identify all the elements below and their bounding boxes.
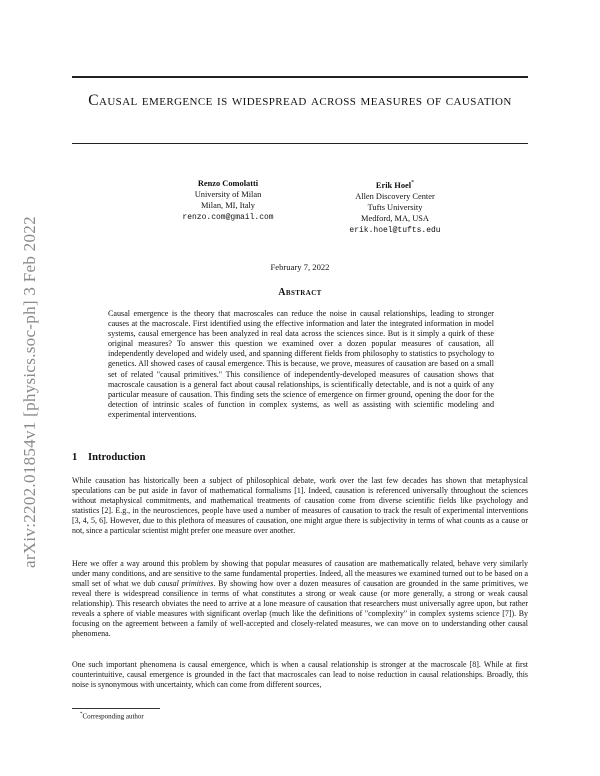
author-block-2 [330, 178, 460, 236]
title-rule-top [72, 76, 528, 78]
arxiv-stamp: arXiv:2202.01854v1 [physics.soc-ph] 3 Feb 2022 [20, 216, 39, 568]
author-name [330, 178, 460, 191]
author-email[interactable]: erik.hoel@tufts.edu [349, 225, 441, 235]
author-email[interactable]: renzo.com@gmail.com [182, 212, 274, 222]
section-title: Introduction [88, 452, 146, 463]
footnote-rule [72, 708, 160, 709]
abstract-text: Causal emergence is the theory that macroscales can reduce the noise in causal relationships, leading to stronger causes at the macroscale. First identified using the effective information and later the integrated information in model systems, causal emergence has been analyzed in real data across the sciences since. But is it simply a quirk of these original measures? To answer this question we examined over a dozen popular measures of causation, all independently developed and widely used, and spanning different fields from philosophy to statistics to psychology to genetics. All showed cases of causal emergence. This is because, we prove, measures of causation are based on a small set of related "causal primitives." This consilience of independently-developed measures of causation shows that macroscale causation is a general fact about causal relationships, is scientifically detectable, and is not a quirk of any particular measure of causation. This finding sets the science of emergence on firmer ground, opening the door for the detection of intrinsic scales of function in complex systems, as well as assisting with scientific modeling and experimental interventions. [108, 309, 494, 419]
footnote-text: Corresponding author [82, 712, 144, 721]
paragraph-2-start: Here we offer a way around this problem by showing that popular measures of causation are mathematically related, behave very similarly under many conditions, and are sensitive to the same fundamental properties. Indeed, all the measures we examined turned out to be based on a small set of what we dub [72, 559, 528, 589]
emphasis-causal-primitives: causal primitives [158, 579, 214, 589]
paragraph-3: One such important phenomena is causal emergence, which is when a causal relationship is stronger at the macroscale [8]. While at first counterintuitive, causal emergence is grounded in the fact that macroscales can lead to noise reduction in causal relationships. Broadly, this noise is synonymous with uncertainty, which can come from different sources, [72, 660, 528, 690]
author-location: Medford, MA, USA [361, 214, 429, 224]
paragraph-2 [72, 559, 528, 639]
author-affiliation: Allen Discovery Center [355, 192, 435, 201]
author-institution: Tufts University [367, 203, 423, 213]
section-heading [72, 452, 146, 463]
author-block-1 [163, 178, 293, 223]
footnote [80, 712, 144, 720]
paragraph-1: While causation has historically been a subject of philosophical debate, work over the last few decades has shown that metaphysical speculations can be put aside in favor of mathematical formalisms [1]. Indeed, causation is referenced universally throughout the sciences without metaphysical commitments, and mathematical treatments of causation come from diverse scientific fields like psychology and statistics [2]. E.g., in the neurosciences, people have used a number of measures of causation to track the result of experimental interventions [3, 4, 5, 6]. However, due to this plethora of measures of causation, one might argue there is subjectivity in terms of what counts as a cause or not, since a particular scientist might prefer one measure over another. [72, 476, 528, 536]
author-affiliation: University of Milan [194, 190, 262, 200]
section-number: 1 [72, 452, 78, 463]
author-name: Renzo Comolatti [197, 179, 259, 188]
abstract-heading: Abstract [278, 287, 322, 298]
footnote-mark: * [80, 712, 83, 717]
publication-date: February 7, 2022 [270, 262, 330, 272]
author-name-text: Erik Hoel [375, 180, 412, 190]
paragraph-2-end: . By showing how over a dozen measures of causation are grounded in the same primitives, we reveal there is widespread consilience in terms of what constitutes a strong or weak cause (or more generally, a strong or weak causal relationship). This research obviates the need to arrive at a lone measure of causation that researchers must universally agree upon, but rather reveals a sphere of viable measures with significant overlap (much like the definitions of "complexity" in complex systems science [7]). By focusing on the agreement between a family of well-accepted and closely-related measures, we can move on to understanding other causal phenomena. [72, 579, 528, 639]
corresponding-mark: * [411, 180, 415, 186]
author-location: Milan, MI, Italy [201, 201, 255, 211]
paper-title: Causal emergence is widespread across measures of causation [88, 92, 512, 109]
title-rule-bottom [72, 143, 528, 144]
